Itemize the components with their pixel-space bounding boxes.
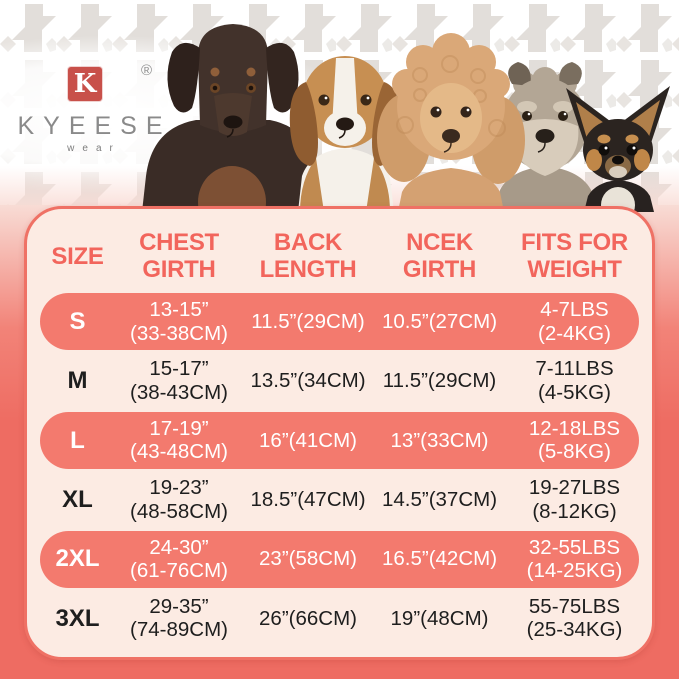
brand-name: KYEESE [17, 112, 172, 140]
weight-value [506, 417, 643, 464]
chest-girth-value [115, 417, 243, 464]
neck-girth-value: 10.5”(27CM) [381, 309, 498, 333]
neck-girth-value: 13”(33CM) [390, 428, 489, 452]
chest-inches: 29-35” [149, 594, 209, 618]
back-length-value: 11.5”(29CM) [251, 309, 365, 333]
registered-trademark-icon: ® [141, 62, 153, 79]
header-size-label: SIZE [51, 242, 104, 270]
chest-cm: (61-76CM) [130, 559, 228, 583]
chest-cm: (74-89CM) [130, 618, 228, 642]
weight-value [506, 476, 643, 523]
back-length-value: 16”(41CM) [259, 428, 357, 452]
table-row-size-xl [40, 471, 639, 528]
table-header-row [40, 223, 639, 289]
weight-value [506, 298, 643, 345]
size-value: S [69, 307, 86, 335]
back-length-value: 23”(58CM) [259, 547, 357, 571]
weight-kg: (25-34KG) [526, 618, 623, 642]
header-size [40, 243, 115, 270]
header-neck-girth [373, 229, 506, 283]
neck-girth-value: 14.5”(37CM) [381, 487, 498, 511]
neck-girth-value: 16.5”(42CM) [381, 547, 498, 571]
weight-kg: (5-8KG) [538, 440, 611, 464]
brand-subtitle: wear [67, 143, 121, 154]
table-row-size-3xl [40, 590, 639, 647]
chest-inches: 19-23” [149, 476, 209, 500]
weight-kg: (14-25KG) [526, 559, 623, 583]
weight-lbs: 7-11LBS [535, 357, 614, 381]
chest-cm: (48-58CM) [130, 499, 228, 523]
chest-inches: 15-17” [149, 357, 209, 381]
chest-girth-value [115, 476, 243, 523]
neck-girth-value: 11.5”(29CM) [382, 369, 497, 393]
header-back-line2: LENGTH [259, 256, 357, 283]
header-weight-line1: FITS FOR [521, 229, 628, 256]
chest-cm: (33-38CM) [130, 321, 228, 345]
weight-lbs: 12-18LBS [528, 416, 621, 440]
chest-girth-value [115, 536, 243, 583]
weight-lbs: 55-75LBS [528, 594, 621, 618]
size-value: L [70, 426, 85, 454]
back-length-value: 18.5”(47CM) [250, 487, 366, 511]
weight-value [506, 536, 643, 583]
header-back-line1: BACK [273, 229, 343, 256]
table-row-size-l [40, 412, 639, 469]
chest-girth-value [115, 298, 243, 345]
chest-inches: 17-19” [149, 416, 209, 440]
chest-girth-value [115, 595, 243, 642]
size-chart-card [24, 206, 655, 660]
weight-value [506, 595, 643, 642]
size-value: XL [62, 485, 93, 513]
brand-logo-k-mark-icon: K [68, 67, 102, 101]
back-length-value: 26”(66CM) [259, 606, 357, 630]
table-body [27, 293, 652, 647]
chest-cm: (38-43CM) [130, 380, 228, 404]
weight-lbs: 32-55LBS [528, 535, 621, 559]
size-value: 2XL [55, 545, 100, 573]
weight-lbs: 4-7LBS [540, 298, 609, 321]
dog-poodle-illustration [377, 33, 525, 212]
chest-inches: 24-30” [149, 535, 209, 559]
chest-girth-value [115, 357, 243, 404]
table-row-size-2xl [40, 531, 639, 588]
weight-value [506, 357, 643, 404]
brand-logo [0, 0, 180, 170]
neck-girth-value: 19”(48CM) [390, 606, 489, 630]
weight-kg: (4-5KG) [538, 380, 611, 404]
header-chest-line2: GIRTH [142, 256, 216, 283]
weight-kg: (8-12KG) [532, 499, 617, 523]
header-chest-line1: CHEST [139, 229, 219, 256]
header-chest-girth [115, 229, 243, 283]
weight-kg: (2-4KG) [538, 321, 611, 345]
header-neck-line2: GIRTH [402, 256, 477, 283]
table-row-size-m [40, 352, 639, 409]
header-fits-weight [506, 229, 643, 283]
header-neck-line1: NCEK [406, 229, 473, 256]
size-value: M [67, 367, 88, 395]
size-value: 3XL [55, 604, 100, 632]
header-back-length [243, 229, 373, 283]
weight-lbs: 19-27LBS [528, 476, 621, 500]
chest-cm: (43-48CM) [130, 440, 228, 464]
table-row-size-s [40, 293, 639, 350]
chest-inches: 13-15” [149, 298, 209, 321]
back-length-value: 13.5”(34CM) [250, 369, 366, 393]
header-weight-line2: WEIGHT [527, 256, 622, 283]
